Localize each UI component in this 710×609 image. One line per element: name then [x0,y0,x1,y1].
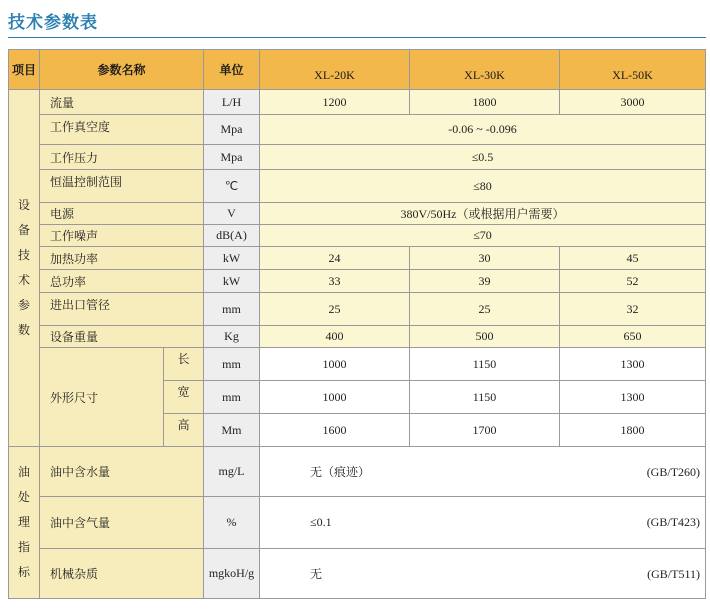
header-model-3: XL-50K [560,50,706,90]
cell-value: 25 [260,293,410,326]
table-row [9,326,706,348]
row-unit: ℃ [204,170,260,203]
table-row [9,549,706,599]
row-label: 机械杂质 [40,549,204,599]
header-item: 项目 [9,50,40,90]
table-row [9,90,706,115]
row-label: 工作真空度 [40,115,204,145]
cell-value: 24 [260,247,410,270]
row-label: 工作噪声 [40,225,204,247]
cell-value: 无（痕迹） [310,465,371,479]
table-header-row [9,50,706,90]
cell-value: 1700 [410,414,560,447]
cell-value-with-standard [260,447,706,497]
cell-value: 无 [310,567,323,581]
cell-value: 1150 [410,348,560,381]
standard-ref: (GB/T511) [647,567,701,581]
table-row [9,170,706,203]
cell-value: 52 [560,270,706,293]
standard-ref: (GB/T260) [646,465,701,479]
table-row [9,225,706,247]
cell-value-with-standard [260,549,706,599]
row-unit: Mm [204,414,260,447]
cell-value-with-standard [260,497,706,549]
cell-value: 3000 [560,90,706,115]
header-model-1: XL-20K [260,50,410,90]
table-row [9,247,706,270]
dim-label-height: 高 [164,414,204,447]
row-unit: % [204,497,260,549]
row-unit: mgkoH/g [204,549,260,599]
row-label: 工作压力 [40,145,204,170]
row-unit: Mpa [204,145,260,170]
cell-value: 400 [260,326,410,348]
row-label: 流量 [40,90,204,115]
dim-label-width: 宽 [164,381,204,414]
row-unit: V [204,203,260,225]
cell-value: ≤0.5 [260,145,706,170]
title-underline [8,37,706,38]
cell-value: 30 [410,247,560,270]
cell-value: 1000 [260,348,410,381]
dim-label-length: 长 [164,348,204,381]
cell-value: 32 [560,293,706,326]
row-unit: L/H [204,90,260,115]
table-row [9,203,706,225]
table-row [9,348,706,381]
row-unit: mg/L [204,447,260,497]
table-row [9,270,706,293]
cell-value: 1800 [560,414,706,447]
group-oil-label: 油 处 理 指 标 [9,447,40,599]
row-label: 进出口管径 [40,293,204,326]
row-label: 总功率 [40,270,204,293]
row-unit: mm [204,381,260,414]
row-label: 设备重量 [40,326,204,348]
row-label: 油中含水量 [40,447,204,497]
row-label: 加热功率 [40,247,204,270]
row-unit: mm [204,348,260,381]
cell-value: -0.06 ~ -0.096 [260,115,706,145]
header-param-name: 参数名称 [40,50,204,90]
row-label: 恒温控制范围 [40,170,204,203]
cell-value: 45 [560,247,706,270]
cell-value: ≤80 [260,170,706,203]
row-label-dimensions: 外形尺寸 [40,348,164,447]
table-row [9,115,706,145]
cell-value: ≤0.1 [310,515,332,529]
cell-value: 1150 [410,381,560,414]
cell-value: 25 [410,293,560,326]
cell-value: ≤70 [260,225,706,247]
row-unit: Mpa [204,115,260,145]
row-unit: mm [204,293,260,326]
cell-value: 1300 [560,348,706,381]
cell-value: 33 [260,270,410,293]
group-equipment-label: 设 备 技 术 参 数 [9,90,40,447]
header-model-2: XL-30K [410,50,560,90]
cell-value: 1300 [560,381,706,414]
cell-value: 1000 [260,381,410,414]
row-unit: Kg [204,326,260,348]
cell-value: 1800 [410,90,560,115]
cell-value: 1200 [260,90,410,115]
cell-value: 39 [410,270,560,293]
cell-value: 380V/50Hz（或根据用户需要） [260,203,706,225]
spec-table [8,49,706,599]
header-unit: 单位 [204,50,260,90]
table-row [9,497,706,549]
row-label: 电源 [40,203,204,225]
row-unit: kW [204,270,260,293]
row-unit: kW [204,247,260,270]
standard-ref: (GB/T423) [646,515,701,529]
row-unit: dB(A) [204,225,260,247]
table-row [9,293,706,326]
table-row [9,447,706,497]
cell-value: 650 [560,326,706,348]
page-title: 技术参数表 [8,13,98,33]
cell-value: 500 [410,326,560,348]
cell-value: 1600 [260,414,410,447]
row-label: 油中含气量 [40,497,204,549]
table-row [9,145,706,170]
